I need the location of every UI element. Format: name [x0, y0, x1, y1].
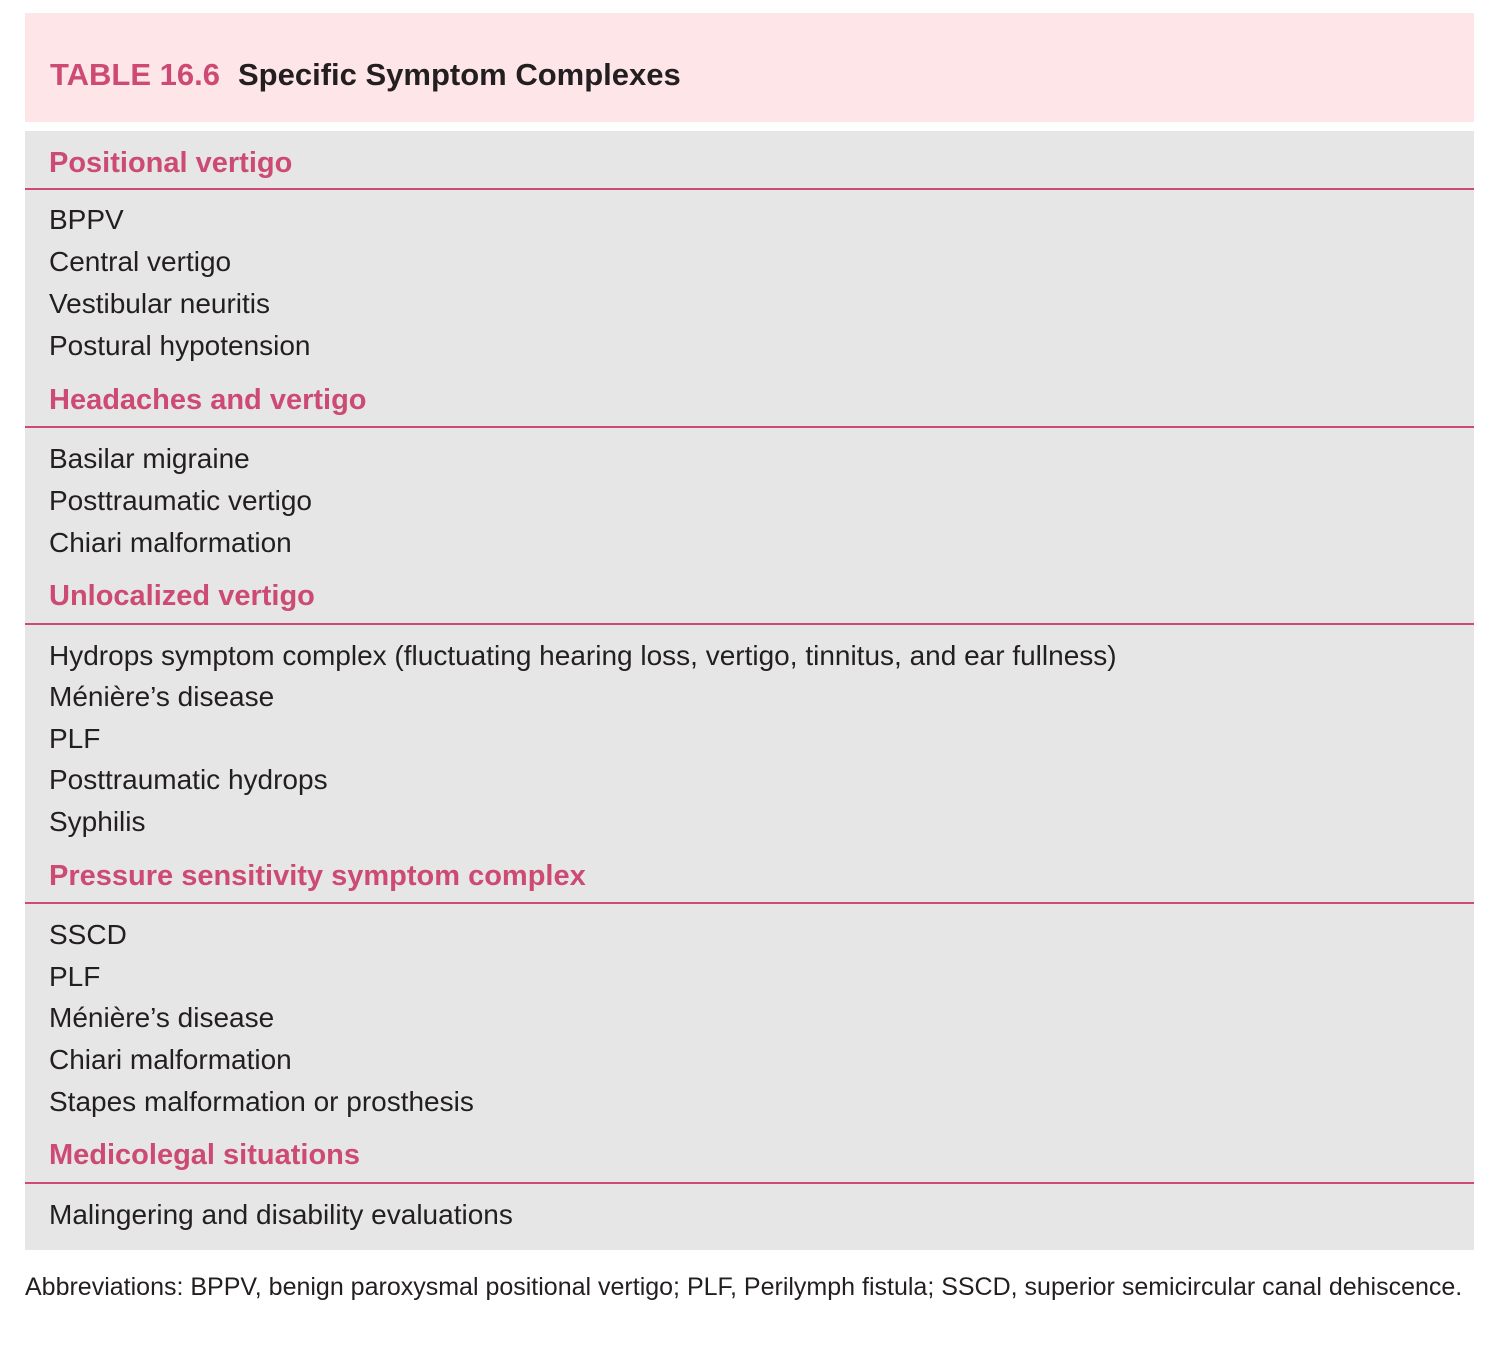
section-heading: Positional vertigo — [49, 147, 293, 179]
section-heading: Headaches and vertigo — [49, 384, 367, 416]
section-heading: Medicolegal situations — [49, 1139, 360, 1171]
section-heading: Unlocalized vertigo — [49, 580, 315, 612]
list-item: Central vertigo — [49, 246, 232, 277]
list-item: Ménière’s disease — [49, 681, 275, 712]
section-heading: Pressure sensitivity symptom complex — [49, 860, 586, 892]
list-item: Chiari malformation — [49, 527, 292, 558]
table-title-banner — [25, 13, 1474, 122]
list-item: Stapes malformation or prosthesis — [49, 1086, 474, 1117]
list-item: Hydrops symptom complex (fluctuating hearing loss, vertigo, tinnitus, and ear fullness) — [49, 640, 1117, 671]
section-divider — [25, 1182, 1474, 1184]
symptom-table — [25, 131, 1474, 1250]
list-item: Syphilis — [49, 806, 146, 837]
list-item: Ménière’s disease — [49, 1002, 275, 1033]
section-divider — [25, 902, 1474, 904]
table-caption: Specific Symptom Complexes — [237, 57, 681, 92]
table-footnote: Abbreviations: BPPV, benign paroxysmal positional vertigo; PLF, Perilymph fistula; SSCD, superior semicircular canal dehiscence. — [25, 1273, 1463, 1301]
list-item: PLF — [49, 961, 101, 992]
table-title — [50, 57, 681, 93]
section-divider — [25, 623, 1474, 625]
table-number: TABLE 16.6 — [50, 57, 220, 92]
list-item: Posttraumatic hydrops — [49, 764, 328, 795]
list-item: PLF — [49, 723, 101, 754]
section-divider — [25, 188, 1474, 190]
list-item: Posttraumatic vertigo — [49, 485, 312, 516]
list-item: Basilar migraine — [49, 443, 250, 474]
list-item: Chiari malformation — [49, 1044, 292, 1075]
list-item: Malingering and disability evaluations — [49, 1199, 513, 1230]
list-item: SSCD — [49, 919, 127, 950]
list-item: Postural hypotension — [49, 330, 311, 361]
list-item: BPPV — [49, 204, 124, 235]
list-item: Vestibular neuritis — [49, 288, 271, 319]
section-divider — [25, 426, 1474, 428]
